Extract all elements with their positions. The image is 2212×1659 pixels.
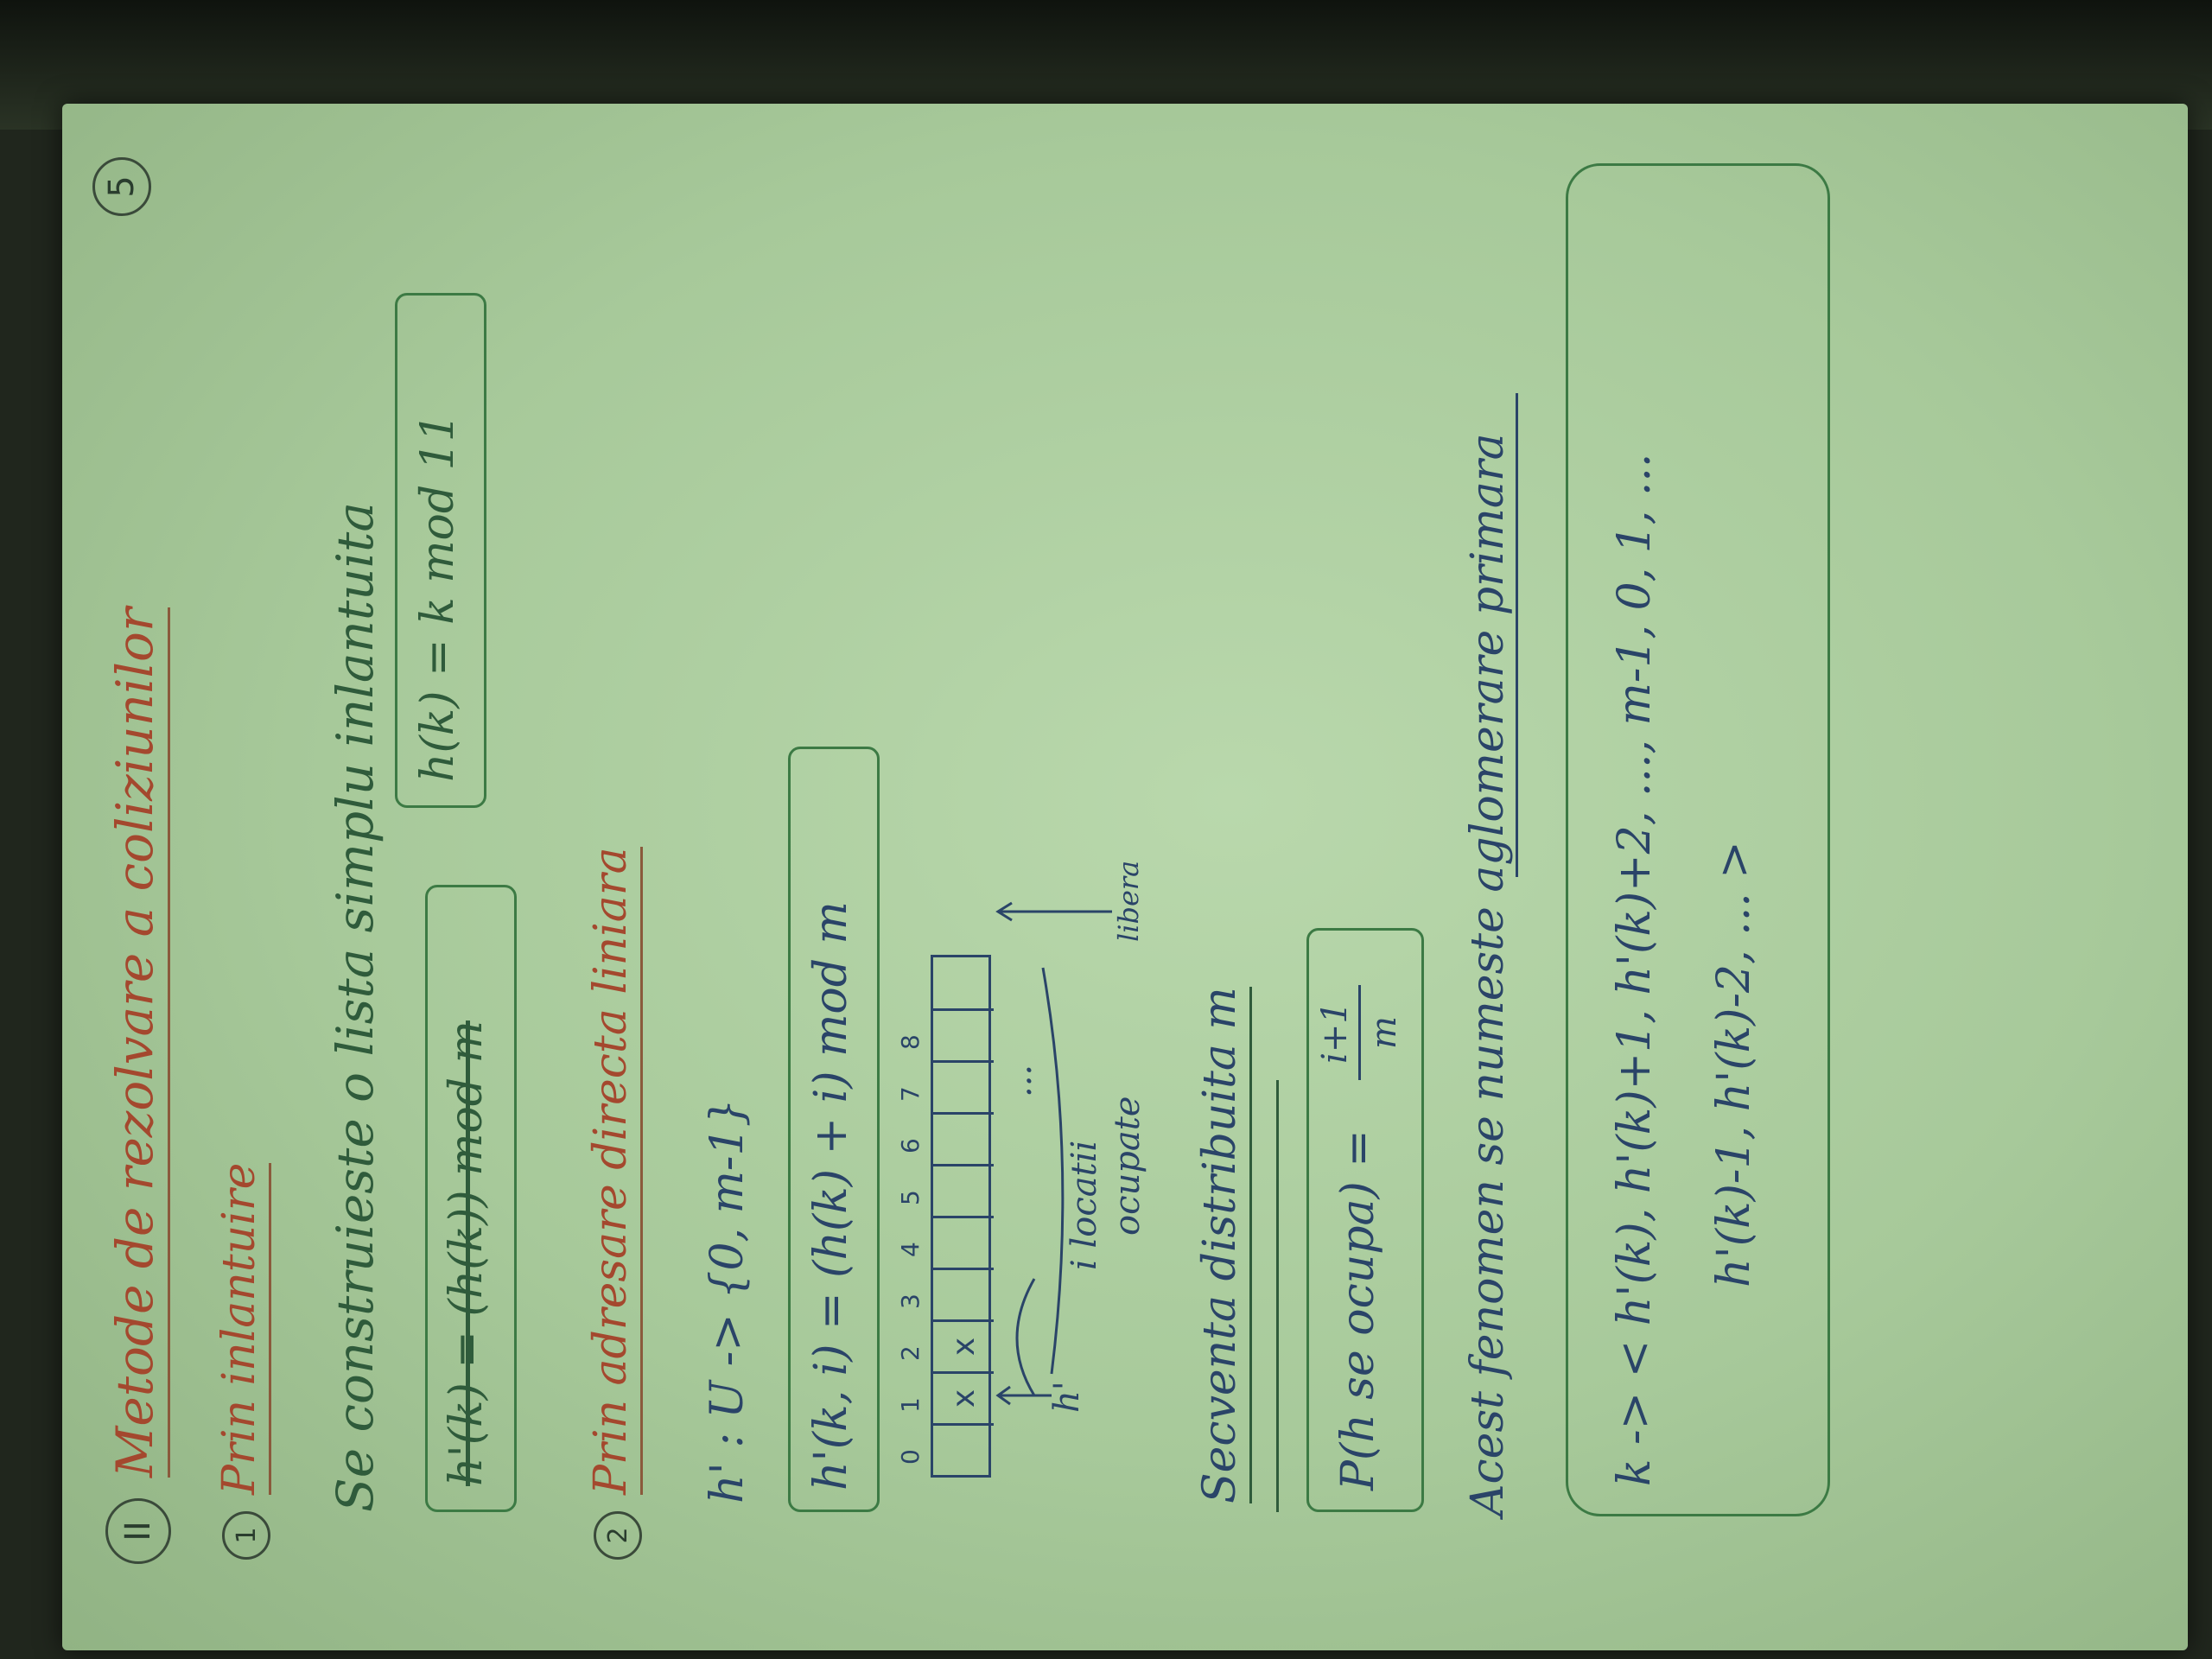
method2-number: 2 <box>594 1511 642 1560</box>
page-number: 5 <box>102 175 142 198</box>
clustering-note: Acest fenomen se numeste aglomerare primara <box>1462 433 1514 1516</box>
fraction-numerator: i+1 <box>1315 985 1361 1080</box>
occupied-label-a: i locatii <box>1065 1140 1104 1270</box>
method2-mapping: h' : U -> {0, m-1} <box>702 1098 753 1503</box>
array-cell <box>933 1164 994 1216</box>
array-cell <box>933 1060 994 1112</box>
free-label: libera <box>1112 860 1145 942</box>
method1-number: 1 <box>222 1511 270 1560</box>
fraction-denominator: m <box>1364 1016 1404 1049</box>
note-underline <box>1516 393 1518 877</box>
array-cell: x <box>933 1319 994 1371</box>
occupied-brace <box>1043 968 1063 1374</box>
sequence-line1: k -> < h'(k), h'(k)+1, h'(k)+2, ..., m-1, 0, 1, ... <box>1609 453 1661 1486</box>
array-cell <box>933 1268 994 1319</box>
probe-arc <box>1017 1279 1034 1395</box>
array-cell <box>933 1216 994 1268</box>
probability-fraction <box>1315 985 1404 1080</box>
distribution-line: Secventa distribuita m <box>1194 987 1252 1503</box>
method1-text: Se construieste o lista simplu inlantuita <box>326 502 385 1512</box>
start-label: h' <box>1047 1381 1087 1413</box>
start-arrow <box>998 1387 1052 1404</box>
method1-title: Prin inlantuire <box>213 1163 271 1495</box>
rotated-notes <box>71 130 2145 1599</box>
array-cell <box>933 1112 994 1164</box>
diagram-indices: 0 1 2 3 4 5 6 7 8 <box>896 1034 925 1465</box>
hash-array <box>931 955 991 1478</box>
method2-title: Prin adresare directa liniara <box>585 847 643 1495</box>
diagram-dots: ... <box>1000 1064 1039 1097</box>
method2-formula: h'(k, i) = (h(k) + i) mod m <box>805 901 857 1491</box>
free-arrow <box>998 903 1112 920</box>
page-number-badge <box>92 157 151 216</box>
occupied-label-b: ocupate <box>1108 1096 1147 1236</box>
array-cell <box>933 1423 994 1475</box>
sequence-line2: h'(k)-1, h'(k)-2, ... > <box>1708 841 1760 1287</box>
array-cell: x <box>933 1371 994 1423</box>
separator-line <box>1276 1080 1279 1512</box>
section-number: II <box>118 1521 158 1541</box>
method1-formula-crossed: h'(k) = (h(k)) mod m <box>441 1020 493 1486</box>
array-cell <box>933 1008 994 1060</box>
section-number-badge <box>105 1498 171 1564</box>
method1-formula: h(k) = k mod 11 <box>412 413 464 782</box>
section-title: Metode de rezolvare a coliziunilor <box>105 607 170 1478</box>
probability-lhs: P(h se ocupa) = <box>1332 1129 1384 1491</box>
sequence-box <box>1566 163 1830 1516</box>
